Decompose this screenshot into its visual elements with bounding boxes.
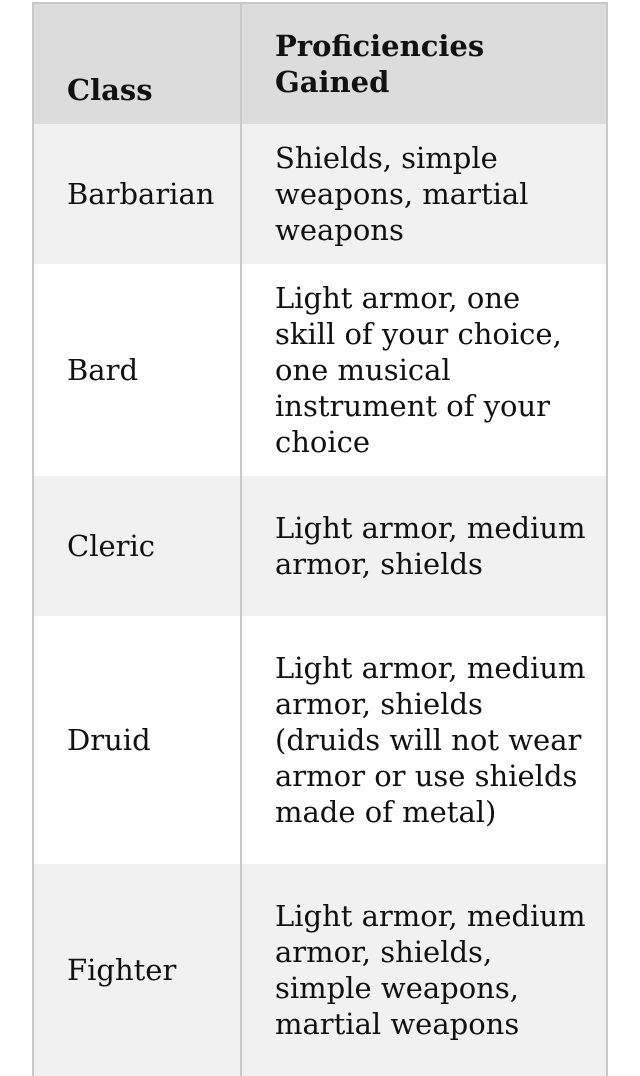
table-row-barbarian xyxy=(34,124,606,264)
proficiencies-cell: Light armor, medium armor, shields, simple weapons, martial weapons xyxy=(241,864,606,1076)
class-cell: Druid xyxy=(34,616,241,864)
table-body xyxy=(34,124,606,1076)
table-row-bard xyxy=(34,264,606,476)
proficiencies-table xyxy=(34,4,606,1076)
proficiencies-cell: Light armor, one skill of your choice, one musical instrument of your choice xyxy=(241,264,606,476)
class-cell: Barbarian xyxy=(34,124,241,264)
multiclass-proficiencies-table xyxy=(32,2,608,1076)
proficiencies-cell: Shields, simple weapons, martial weapons xyxy=(241,124,606,264)
proficiencies-cell: Light armor, medium armor, shields (druids will not wear armor or use shields made of metal) xyxy=(241,616,606,864)
table-row-fighter xyxy=(34,864,606,1076)
class-cell: Bard xyxy=(34,264,241,476)
header-class: Class xyxy=(34,4,241,124)
header-row xyxy=(34,4,606,124)
header-proficiencies: Proficiencies Gained xyxy=(241,4,606,124)
class-cell: Cleric xyxy=(34,476,241,616)
table-row-druid xyxy=(34,616,606,864)
proficiencies-cell: Light armor, medium armor, shields xyxy=(241,476,606,616)
table-row-cleric xyxy=(34,476,606,616)
table-header xyxy=(34,4,606,124)
class-cell: Fighter xyxy=(34,864,241,1076)
